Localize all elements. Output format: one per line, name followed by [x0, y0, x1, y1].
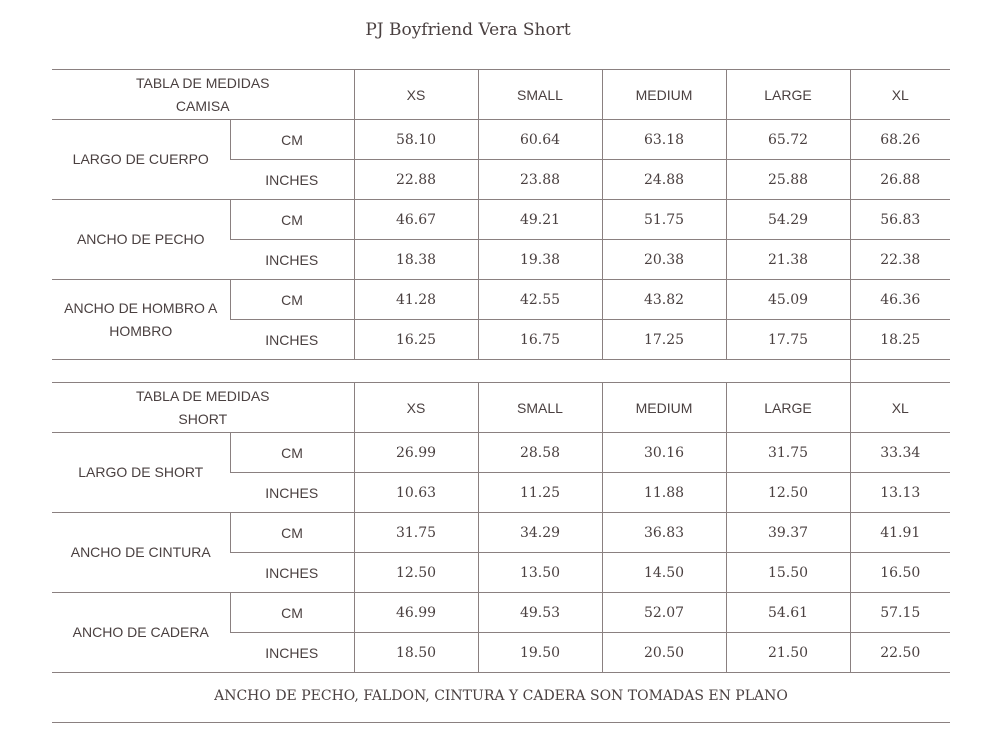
size-header-2: MEDIUM: [602, 70, 726, 120]
measurement-value: 30.16: [602, 433, 726, 473]
measurement-value: 16.75: [478, 320, 602, 360]
measurement-value: 56.83: [850, 200, 950, 240]
measurement-label: LARGO DE SHORT: [52, 433, 230, 513]
measurement-value: 17.25: [602, 320, 726, 360]
measurement-value: 21.50: [726, 633, 850, 673]
size-header-2: MEDIUM: [602, 383, 726, 433]
measurement-value: 68.26: [850, 120, 950, 160]
measurement-value: 34.29: [478, 513, 602, 553]
measurement-value: 23.88: [478, 160, 602, 200]
measurement-value: 20.38: [602, 240, 726, 280]
measurement-value: 11.25: [478, 473, 602, 513]
measurement-value: 10.63: [354, 473, 478, 513]
measurement-label: ANCHO DE HOMBRO A HOMBRO: [52, 280, 230, 360]
measurement-value: 33.34: [850, 433, 950, 473]
measurement-value: 24.88: [602, 160, 726, 200]
measurement-value: 51.75: [602, 200, 726, 240]
measurement-value: 16.25: [354, 320, 478, 360]
size-header-3: LARGE: [726, 70, 850, 120]
table-row: [52, 280, 950, 320]
size-header-4: XL: [850, 383, 950, 433]
measurement-value: 46.36: [850, 280, 950, 320]
unit-label: CM: [230, 200, 354, 240]
size-table-camisa: [52, 69, 950, 360]
measurement-value: 54.29: [726, 200, 850, 240]
size-header-0: XS: [354, 70, 478, 120]
measurement-value: 26.88: [850, 160, 950, 200]
measurement-value: 63.18: [602, 120, 726, 160]
table-row: [52, 433, 950, 473]
measurement-value: 46.67: [354, 200, 478, 240]
measurement-value: 36.83: [602, 513, 726, 553]
measurement-value: 28.58: [478, 433, 602, 473]
measurement-value: 31.75: [354, 513, 478, 553]
size-header-4: XL: [850, 70, 950, 120]
table-header-row: [52, 70, 950, 120]
unit-label: CM: [230, 280, 354, 320]
measurement-value: 65.72: [726, 120, 850, 160]
unit-label: INCHES: [230, 553, 354, 593]
measurement-value: 42.55: [478, 280, 602, 320]
unit-label: CM: [230, 433, 354, 473]
unit-label: CM: [230, 593, 354, 633]
measurement-label: LARGO DE CUERPO: [52, 120, 230, 200]
measurement-value: 22.50: [850, 633, 950, 673]
measurement-value: 21.38: [726, 240, 850, 280]
measurement-value: 52.07: [602, 593, 726, 633]
measurement-value: 19.50: [478, 633, 602, 673]
unit-label: INCHES: [230, 320, 354, 360]
measurement-value: 16.50: [850, 553, 950, 593]
unit-label: CM: [230, 120, 354, 160]
measurement-value: 22.88: [354, 160, 478, 200]
unit-label: INCHES: [230, 240, 354, 280]
measurement-value: 60.64: [478, 120, 602, 160]
measurement-value: 58.10: [354, 120, 478, 160]
measurement-value: 13.50: [478, 553, 602, 593]
table-heading-line: CAMISA: [175, 97, 230, 114]
measurement-value: 57.15: [850, 593, 950, 633]
table-heading-line: TABLA DE MEDIDAS: [135, 387, 270, 404]
measurement-value: 54.61: [726, 593, 850, 633]
measurement-value: 18.25: [850, 320, 950, 360]
table-heading: [52, 383, 354, 433]
measurement-value: 49.53: [478, 593, 602, 633]
table-heading: [52, 70, 354, 120]
size-header-0: XS: [354, 383, 478, 433]
size-header-1: SMALL: [478, 70, 602, 120]
measurement-value: 41.91: [850, 513, 950, 553]
table-heading-line: SHORT: [178, 410, 228, 427]
size-header-1: SMALL: [478, 383, 602, 433]
table-row: [52, 513, 950, 553]
measurement-value: 45.09: [726, 280, 850, 320]
measurement-value: 41.28: [354, 280, 478, 320]
measurement-label: ANCHO DE PECHO: [52, 200, 230, 280]
measurement-value: 26.99: [354, 433, 478, 473]
measurement-value: 17.75: [726, 320, 850, 360]
measurement-value: 11.88: [602, 473, 726, 513]
unit-label: INCHES: [230, 160, 354, 200]
unit-label: INCHES: [230, 633, 354, 673]
table-row: [52, 200, 950, 240]
measurement-value: 12.50: [726, 473, 850, 513]
measurement-value: 39.37: [726, 513, 850, 553]
table-row: [52, 593, 950, 633]
measurement-value: 18.38: [354, 240, 478, 280]
table-heading-line: TABLA DE MEDIDAS: [135, 74, 270, 91]
unit-label: INCHES: [230, 473, 354, 513]
measurement-value: 49.21: [478, 200, 602, 240]
page-title: PJ Boyfriend Vera Short: [365, 20, 571, 40]
size-header-3: LARGE: [726, 383, 850, 433]
measurement-value: 12.50: [354, 553, 478, 593]
measurement-label: ANCHO DE CADERA: [52, 593, 230, 673]
measurement-value: 43.82: [602, 280, 726, 320]
measurement-value: 20.50: [602, 633, 726, 673]
column-divider: [850, 359, 851, 382]
measurement-value: 13.13: [850, 473, 950, 513]
measurement-value: 19.38: [478, 240, 602, 280]
footer-note: ANCHO DE PECHO, FALDON, CINTURA Y CADERA SON TOMADAS EN PLANO: [52, 672, 950, 723]
table-header-row: [52, 383, 950, 433]
table-row: [52, 120, 950, 160]
size-table-short: [52, 382, 950, 673]
measurement-value: 25.88: [726, 160, 850, 200]
measurement-value: 31.75: [726, 433, 850, 473]
unit-label: CM: [230, 513, 354, 553]
measurement-value: 46.99: [354, 593, 478, 633]
measurement-value: 18.50: [354, 633, 478, 673]
measurement-label: ANCHO DE CINTURA: [52, 513, 230, 593]
measurement-value: 22.38: [850, 240, 950, 280]
measurement-value: 14.50: [602, 553, 726, 593]
measurement-value: 15.50: [726, 553, 850, 593]
